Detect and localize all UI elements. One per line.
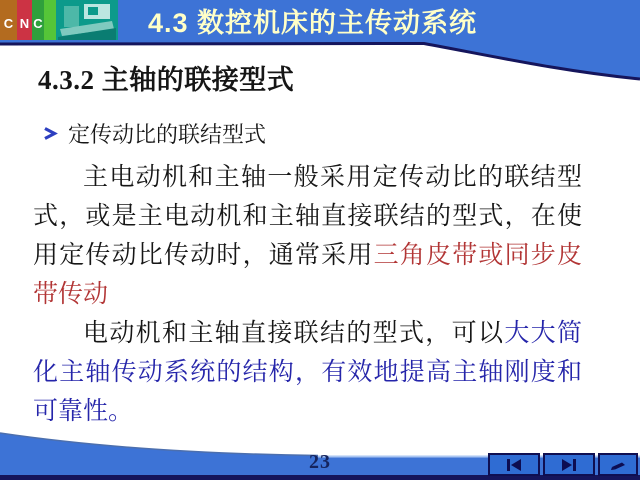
logo-letter: N bbox=[19, 15, 30, 31]
previous-slide-button[interactable] bbox=[488, 453, 540, 476]
paragraph-text: 电动机和主轴直接联结的型式，可以 bbox=[83, 320, 505, 347]
logo-stripe bbox=[32, 0, 44, 40]
logo-stripe bbox=[17, 0, 32, 40]
highlight-text-blue: 大大简化主轴传动系统的结构，有效地提高主轴刚度和可靠性。 bbox=[33, 320, 582, 425]
machine-image bbox=[56, 0, 118, 40]
header-title: 4.3 数控机床的主传动系统 bbox=[148, 8, 478, 38]
pen-tool-button[interactable] bbox=[598, 453, 638, 476]
slide-nav-controls bbox=[488, 453, 638, 476]
bullet-item bbox=[42, 118, 266, 149]
slide-body-text bbox=[33, 158, 582, 431]
section-heading: 4.3.2 主轴的联接型式 bbox=[38, 65, 295, 95]
cnc-logo bbox=[0, 0, 56, 40]
page-number: 23 bbox=[309, 451, 331, 473]
logo-letter: C bbox=[33, 15, 43, 31]
skip-previous-icon bbox=[504, 458, 524, 472]
pen-icon bbox=[609, 458, 627, 472]
skip-next-icon bbox=[559, 458, 579, 472]
paragraph bbox=[33, 314, 582, 431]
logo-letter: C bbox=[3, 15, 14, 31]
logo-stripe bbox=[0, 0, 17, 40]
paragraph bbox=[33, 158, 582, 314]
logo-stripe bbox=[44, 0, 56, 40]
paragraph-text: 主电动机和主轴一般采用定传动比的联结型式，或是主电动机和主轴直接联结的型式，在使用定传动比传动时，通常采用 bbox=[33, 164, 582, 269]
next-slide-button[interactable] bbox=[543, 453, 595, 476]
highlight-text-red: 三角皮带或同步皮带传动 bbox=[33, 242, 582, 308]
arrow-bullet-icon bbox=[42, 125, 59, 142]
bullet-label: 定传动比的联结型式 bbox=[68, 122, 267, 147]
